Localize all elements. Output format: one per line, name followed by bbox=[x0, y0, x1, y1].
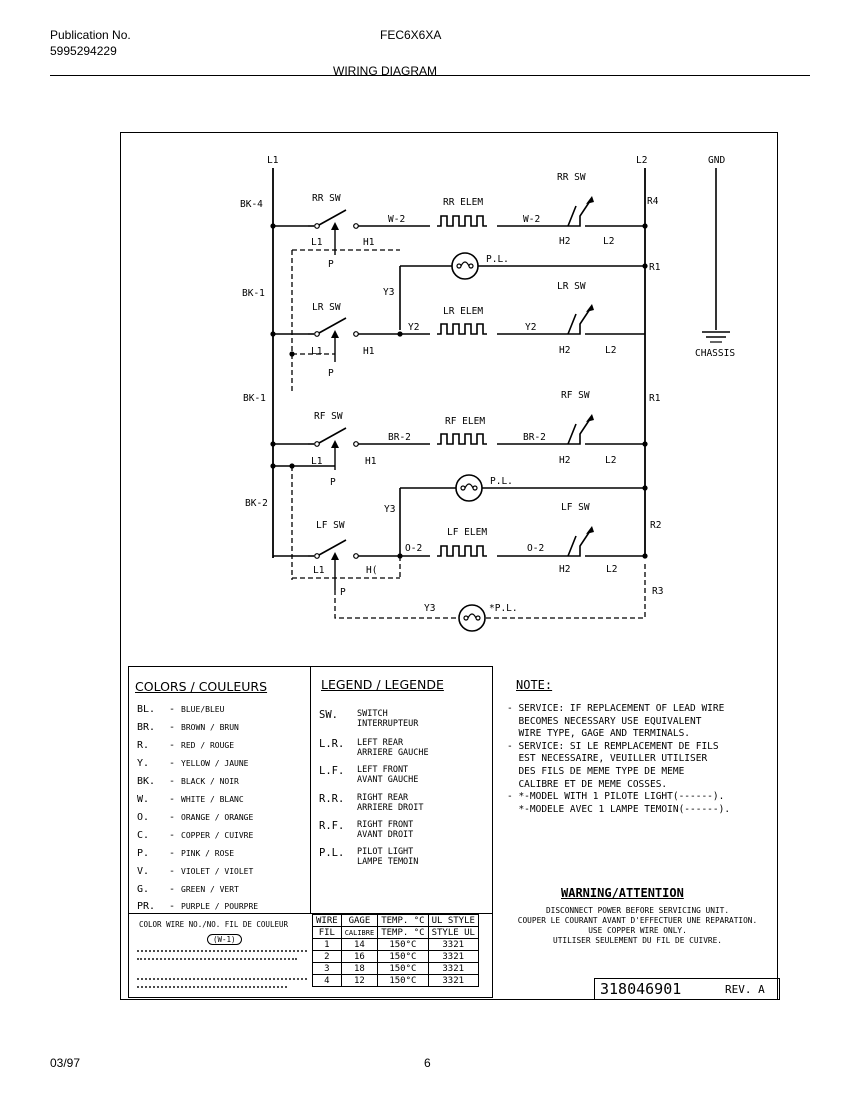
contact-p-rr: P bbox=[328, 259, 334, 270]
contact-l2-rr: L2 bbox=[603, 236, 615, 247]
table-header-row: FIL CALIBRE TEMP. °C STYLE UL bbox=[313, 927, 479, 939]
color-row: Y. - YELLOW / JAUNE bbox=[137, 758, 249, 769]
illegible-text-line bbox=[137, 958, 297, 962]
inf-switch-label-rf: RF SW bbox=[561, 390, 590, 401]
colors-panel bbox=[128, 666, 311, 914]
switch-label-lr: LR SW bbox=[312, 302, 341, 313]
table-row: 1 14 150°C 3321 bbox=[313, 939, 479, 951]
legend-row: L.R. LEFT REAR ARRIERE GAUCHE bbox=[319, 738, 429, 758]
chassis-label: CHASSIS bbox=[695, 348, 736, 359]
terminal-gnd: GND bbox=[708, 155, 726, 166]
wire-label-lr-left: Y2 bbox=[408, 322, 420, 333]
terminal-l2: L2 bbox=[636, 155, 648, 166]
color-row: G. - GREEN / VERT bbox=[137, 884, 239, 895]
pilot-light-label-optional: *P.L. bbox=[489, 603, 518, 614]
warning-body: DISCONNECT POWER BEFORE SERVICING UNIT. COUPER LE COURANT AVANT D'EFFECTUER UNE REPARATION. USE COPPER WIRE ONLY. UTILISER SEULEMENT DU FIL DE CUIVRE. bbox=[517, 906, 758, 945]
color-row: C. - COPPER / CUIVRE bbox=[137, 830, 254, 841]
right-label-r4: R4 bbox=[647, 196, 659, 207]
model-number: FEC6X6XA bbox=[380, 28, 442, 42]
legend-panel bbox=[310, 666, 493, 914]
color-row: PR. - PURPLE / POURPRE bbox=[137, 901, 259, 912]
right-label-r3: R3 bbox=[652, 586, 664, 597]
page-title: WIRING DIAGRAM bbox=[333, 64, 437, 78]
contact-h2-rf: H2 bbox=[559, 455, 571, 466]
wire-label-y3-bottom: Y3 bbox=[424, 603, 436, 614]
wire-label-rr-left: W-2 bbox=[388, 214, 406, 225]
right-label-r2: R2 bbox=[650, 520, 662, 531]
wire-label-lf-left: O-2 bbox=[405, 543, 423, 554]
pilot-light-label-2: P.L. bbox=[490, 476, 513, 487]
rail-label-bk1-upper: BK-1 bbox=[242, 288, 265, 299]
element-label-rr: RR ELEM bbox=[443, 197, 484, 208]
rail-label-bk2: BK-2 bbox=[245, 498, 268, 509]
switch-label-rf: RF SW bbox=[314, 411, 343, 422]
table-row: 3 18 150°C 3321 bbox=[313, 963, 479, 975]
color-row: BL. - BLUE/BLEU bbox=[137, 704, 225, 715]
legend-row: SW. SWITCH INTERRUPTEUR bbox=[319, 709, 419, 729]
color-row: W. - WHITE / BLANC bbox=[137, 794, 244, 805]
illegible-text-line bbox=[137, 978, 307, 982]
wire-label-y3-upper: Y3 bbox=[383, 287, 395, 298]
switch-label-lf: LF SW bbox=[316, 520, 345, 531]
legend-row: R.R. RIGHT REAR ARRIERE DROIT bbox=[319, 793, 424, 813]
rail-label-bk1-lower: BK-1 bbox=[243, 393, 266, 404]
contact-h1-lr: H1 bbox=[363, 346, 375, 357]
contact-h1-rr: H1 bbox=[363, 237, 375, 248]
color-row: P. - PINK / ROSE bbox=[137, 848, 235, 859]
contact-h1-lf: H( bbox=[366, 565, 378, 576]
inf-switch-label-lr: LR SW bbox=[557, 281, 586, 292]
wire-gage-table bbox=[312, 914, 479, 987]
right-label-r1-upper: R1 bbox=[649, 262, 661, 273]
contact-l2-lr: L2 bbox=[605, 345, 617, 356]
note-body: - SERVICE: IF REPLACEMENT OF LEAD WIRE BECOMES NECESSARY USE EQUIVALENT WIRE TYPE, GAGE AND TERMINALS. - SERVICE: SI LE REMPLACEMENT DE FILS EST NECESSAIRE, VEUILLER UTILISER DES FILS DE MEME TYPE DE MEME CALIBRE ET DE MEME COSSES. - *-MODEL WITH 1 PILOTE LIGHT(------). *-MODELE AVEC 1 LAMPE TEMOIN(------). bbox=[507, 703, 731, 815]
wire-label-rf-left: BR-2 bbox=[388, 432, 411, 443]
contact-l1-rr: L1 bbox=[311, 237, 323, 248]
color-row: V. - VIOLET / VIOLET bbox=[137, 866, 254, 877]
wire-label-rr-right: W-2 bbox=[523, 214, 541, 225]
color-row: R. - RED / ROUGE bbox=[137, 740, 235, 751]
color-row: O. - ORANGE / ORANGE bbox=[137, 812, 254, 823]
table-row: 4 12 150°C 3321 bbox=[313, 975, 479, 987]
footer-date: 03/97 bbox=[50, 1056, 81, 1070]
contact-l1-lr: L1 bbox=[311, 346, 323, 357]
contact-h2-rr: H2 bbox=[559, 236, 571, 247]
inf-switch-label-rr: RR SW bbox=[557, 172, 586, 183]
revision: REV. A bbox=[725, 983, 765, 996]
contact-l1-rf: L1 bbox=[311, 456, 323, 467]
contact-l1-lf: L1 bbox=[313, 565, 325, 576]
contact-p-rf: P bbox=[330, 477, 336, 488]
page-number: 6 bbox=[424, 1056, 431, 1070]
element-label-rf: RF ELEM bbox=[445, 416, 486, 427]
wire-label-y3-mid: Y3 bbox=[384, 504, 396, 515]
wire-table-caption: COLOR WIRE NO./NO. FIL DE COULEUR bbox=[139, 920, 289, 929]
contact-h2-lf: H2 bbox=[559, 564, 571, 575]
warning-title: WARNING/ATTENTION bbox=[561, 886, 684, 900]
contact-l2-lf: L2 bbox=[606, 564, 618, 575]
part-number-box bbox=[594, 978, 780, 1000]
switch-label-rr: RR SW bbox=[312, 193, 341, 204]
legend-row: L.F. LEFT FRONT AVANT GAUCHE bbox=[319, 765, 419, 785]
contact-p-lf: P bbox=[340, 587, 346, 598]
inf-switch-label-lf: LF SW bbox=[561, 502, 590, 513]
color-row: BK. - BLACK / NOIR bbox=[137, 776, 239, 787]
pilot-light-label-1: P.L. bbox=[486, 254, 509, 265]
contact-p-lr: P bbox=[328, 368, 334, 379]
wire-label-lr-right: Y2 bbox=[525, 322, 537, 333]
table-header-row: WIRE GAGE TEMP. °C UL STYLE bbox=[313, 915, 479, 927]
wire-tag: (W-1) bbox=[207, 934, 242, 945]
colors-title: COLORS / COULEURS bbox=[135, 679, 268, 694]
illegible-text-line bbox=[137, 986, 287, 990]
part-number: 318046901 bbox=[600, 980, 682, 998]
wire-label-rf-right: BR-2 bbox=[523, 432, 546, 443]
wire-label-lf-right: O-2 bbox=[527, 543, 545, 554]
contact-l2-rf: L2 bbox=[605, 455, 617, 466]
color-row: BR. - BROWN / BRUN bbox=[137, 722, 239, 733]
publication-label: Publication No. bbox=[50, 28, 131, 42]
note-title: NOTE: bbox=[516, 678, 553, 692]
rail-label-bk4: BK-4 bbox=[240, 199, 263, 210]
legend-row: P.L. PILOT LIGHT LAMPE TEMOIN bbox=[319, 847, 419, 867]
element-label-lr: LR ELEM bbox=[443, 306, 484, 317]
legend-title: LEGEND / LEGENDE bbox=[321, 677, 444, 692]
contact-h2-lr: H2 bbox=[559, 345, 571, 356]
terminal-l1: L1 bbox=[267, 155, 279, 166]
table-row: 2 16 150°C 3321 bbox=[313, 951, 479, 963]
illegible-text-line bbox=[137, 950, 307, 954]
right-label-r1-lower: R1 bbox=[649, 393, 661, 404]
publication-number: 5995294229 bbox=[50, 44, 117, 58]
element-label-lf: LF ELEM bbox=[447, 527, 488, 538]
legend-row: R.F. RIGHT FRONT AVANT DROIT bbox=[319, 820, 414, 840]
contact-h1-rf: H1 bbox=[365, 456, 377, 467]
